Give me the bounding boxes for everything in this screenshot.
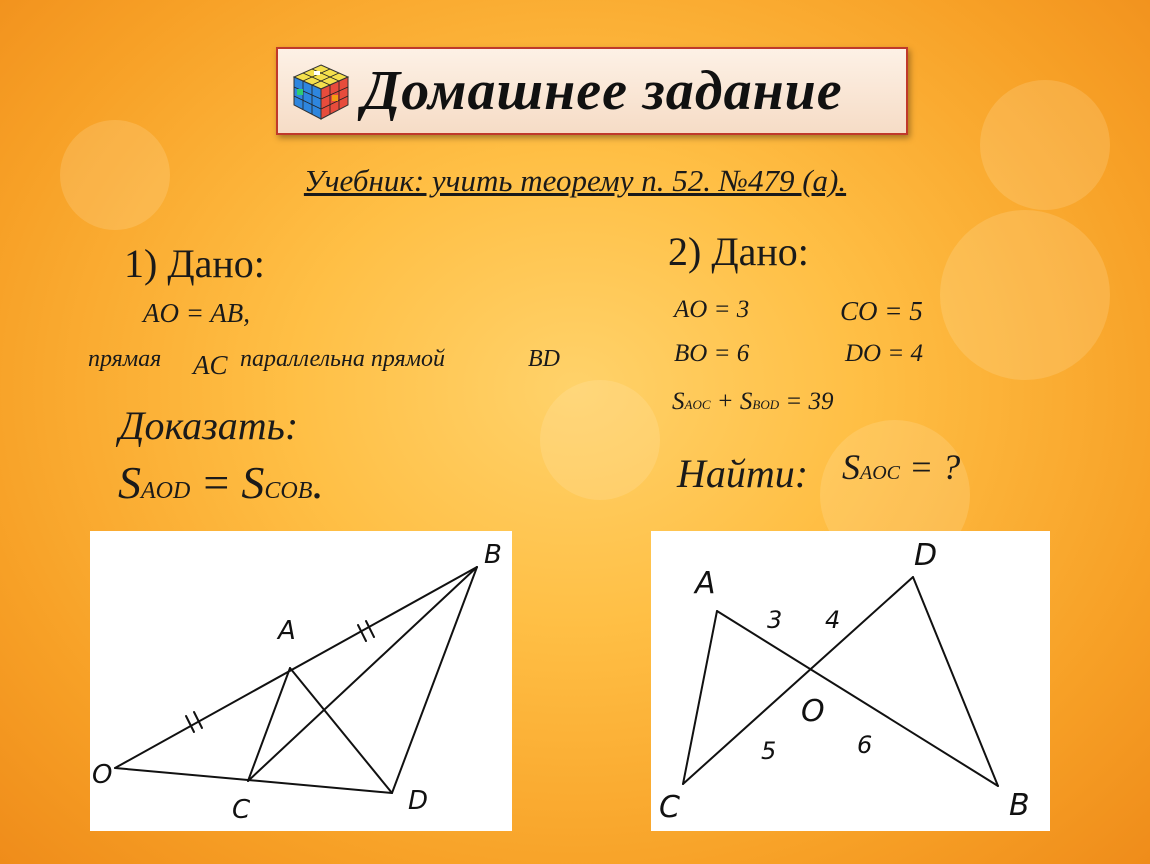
problem2-bo: BO = 6 — [674, 340, 750, 367]
segment-od — [115, 768, 392, 793]
problem1-prove-formula — [118, 456, 324, 509]
label-c: C — [659, 790, 680, 825]
label-a: A — [278, 616, 296, 646]
sum-eq: = 39 — [785, 388, 834, 415]
label-d: D — [914, 538, 938, 573]
homework-subtitle: Учебник: учить теорему п. 52. №479 (а). — [303, 163, 847, 198]
label-o: O — [92, 760, 113, 790]
sum-s2: S — [739, 388, 753, 415]
problem1-given-eq: AO = AB, — [143, 298, 250, 328]
prove-s2: S — [241, 457, 265, 508]
segment-label-bo: 6 — [857, 731, 873, 759]
segment-bd — [392, 567, 477, 793]
label-b: B — [484, 540, 502, 570]
prove-sub2: COB — [264, 478, 313, 504]
prove-s1: S — [118, 457, 141, 508]
segment-label-ao: 3 — [767, 606, 783, 634]
rubiks-cube-icon — [288, 59, 354, 125]
problem2-find-heading: Найти: — [677, 451, 809, 496]
segment-label-do: 4 — [825, 606, 841, 634]
problem2-find-formula — [842, 446, 960, 488]
label-d: D — [408, 786, 429, 816]
figure2-svg — [651, 531, 1050, 831]
find-eq: = ? — [909, 447, 961, 487]
problem2-heading: 2) Дано: — [668, 229, 809, 274]
label-o: O — [801, 694, 825, 729]
page-title: Домашнее задание — [362, 60, 843, 122]
find-sub: AOC — [860, 462, 900, 484]
segment-ab — [717, 611, 998, 786]
figure1-svg — [90, 531, 512, 831]
segment-ac — [248, 668, 290, 781]
title-box — [276, 47, 908, 135]
prove-end: . — [312, 457, 324, 508]
problem2-ao: AO = 3 — [674, 296, 750, 323]
figure1 — [90, 531, 512, 831]
prove-eq: = — [200, 457, 232, 508]
sum-sub2: BOD — [752, 397, 780, 412]
problem1-line-ac: AC — [193, 350, 228, 380]
segment-label-co: 5 — [761, 737, 777, 765]
segment-db — [913, 577, 998, 786]
find-s: S — [842, 447, 860, 487]
problem2-do: DO = 4 — [845, 340, 923, 367]
sum-plus: + — [716, 388, 734, 415]
segment-ad — [290, 668, 392, 793]
problem1-line-mid: параллельна прямой — [240, 346, 446, 372]
segment-ob — [115, 567, 477, 768]
label-c: C — [232, 795, 251, 825]
problem1-heading: 1) Дано: — [124, 241, 265, 286]
prove-sub1: AOD — [141, 478, 191, 504]
problem2-sum-formula — [672, 388, 833, 416]
segment-cd — [683, 577, 913, 784]
problem1-line-prefix: прямая — [88, 346, 162, 372]
figure2 — [651, 531, 1050, 831]
label-a: A — [695, 566, 716, 601]
problem2-co: CO = 5 — [840, 296, 923, 326]
problem1-line-bd: BD — [528, 346, 560, 372]
sum-s1: S — [672, 388, 685, 415]
sum-sub1: AOC — [684, 397, 711, 412]
problem1-prove-heading: Доказать: — [119, 403, 299, 448]
label-b: B — [1009, 788, 1030, 823]
